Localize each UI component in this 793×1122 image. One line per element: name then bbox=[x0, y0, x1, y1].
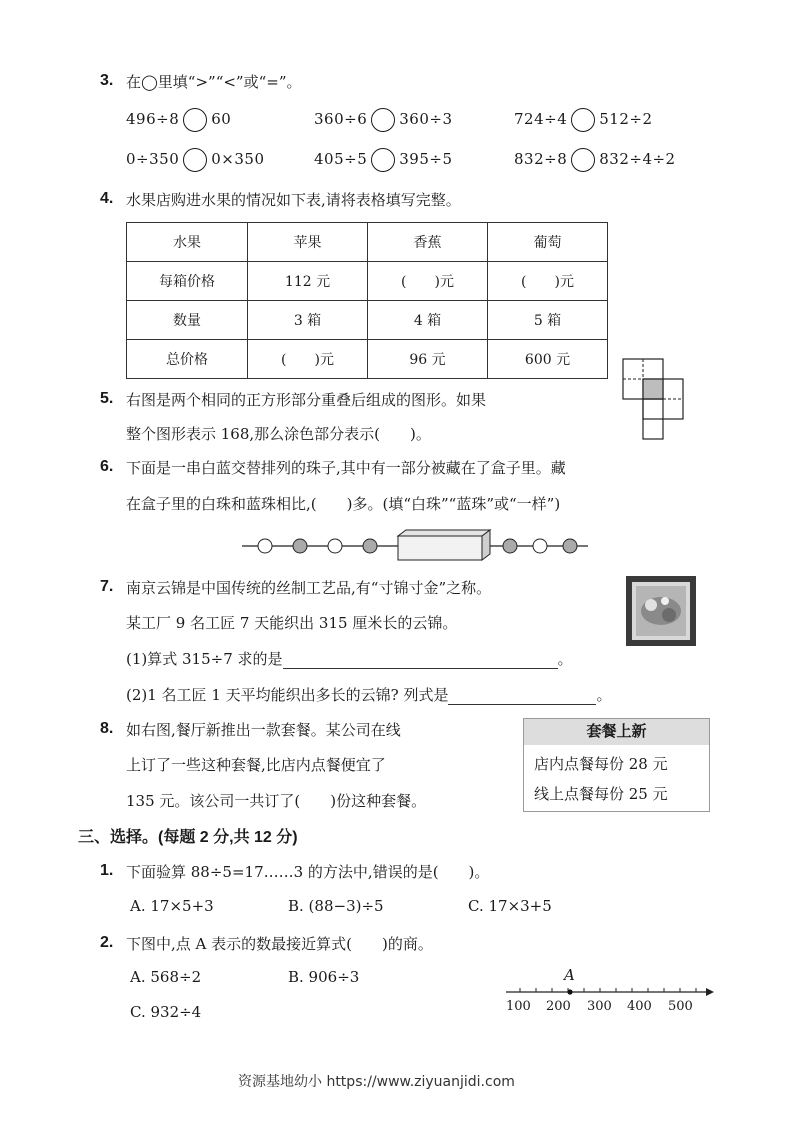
fruit-table bbox=[126, 222, 608, 379]
blue-bead bbox=[363, 539, 377, 553]
q3-left-expr: 724÷4 bbox=[514, 110, 568, 128]
c1-number: 1. bbox=[100, 862, 114, 879]
q4-text: 水果店购进水果的情况如下表,请将表格填写完整。 bbox=[126, 191, 461, 209]
table-cell: 数量 bbox=[127, 301, 248, 340]
option-c[interactable]: C. 17×3+5 bbox=[468, 897, 552, 915]
q6-line2: 在盒子里的白珠和蓝珠相比,( )多。(填“白珠”“蓝珠”或“一样”) bbox=[126, 495, 561, 513]
blue-bead bbox=[503, 539, 517, 553]
footer-watermark: 资源基地幼小 https://www.ziyuanjidi.com bbox=[238, 1074, 515, 1090]
q3-right-expr: 395÷5 bbox=[399, 150, 453, 168]
q5-number: 5. bbox=[100, 390, 114, 407]
q3-right-expr: 832÷4÷2 bbox=[599, 150, 676, 168]
overlapping-squares-figure bbox=[622, 358, 684, 440]
q3-left-expr: 832÷8 bbox=[514, 150, 568, 168]
tick-label: 400 bbox=[627, 999, 652, 1014]
q3-row2-item3 bbox=[514, 148, 676, 172]
q3-title: 在◯里填“>”“<”或“=”。 bbox=[126, 73, 302, 91]
q3-left-expr: 405÷5 bbox=[314, 150, 368, 168]
answer-cell[interactable]: ( )元 bbox=[368, 262, 488, 301]
table-row bbox=[127, 301, 608, 340]
answer-circle[interactable] bbox=[183, 148, 207, 172]
q3-left-expr: 360÷6 bbox=[314, 110, 368, 128]
white-bead bbox=[533, 539, 547, 553]
table-cell: 葡萄 bbox=[488, 223, 608, 262]
q5-line2: 整个图形表示 168,那么涂色部分表示( )。 bbox=[126, 425, 431, 443]
table-cell: 总价格 bbox=[127, 340, 248, 379]
q3-right-expr: 512÷2 bbox=[599, 110, 653, 128]
table-cell: 苹果 bbox=[248, 223, 368, 262]
option-a[interactable]: A. 17×5+3 bbox=[130, 897, 214, 915]
q7-line2: 某工厂 9 名工匠 7 天能织出 315 厘米长的云锦。 bbox=[126, 614, 458, 632]
answer-cell[interactable]: ( )元 bbox=[248, 340, 368, 379]
answer-circle[interactable] bbox=[371, 108, 395, 132]
period: 。 bbox=[557, 650, 573, 668]
blue-bead bbox=[293, 539, 307, 553]
option-c[interactable]: C. 932÷4 bbox=[130, 1003, 202, 1021]
table-row bbox=[127, 223, 608, 262]
q3-number: 3. bbox=[100, 72, 114, 89]
table-cell: 3 箱 bbox=[248, 301, 368, 340]
q3-left-expr: 496÷8 bbox=[126, 110, 180, 128]
period: 。 bbox=[596, 686, 612, 704]
q8-number: 8. bbox=[100, 720, 114, 737]
q7-sub1-text: (1)算式 315÷7 求的是 bbox=[126, 650, 283, 668]
white-bead bbox=[328, 539, 342, 553]
q3-row1-item3 bbox=[514, 108, 653, 132]
q8-line2: 上订了一些这种套餐,比店内点餐便宜了 bbox=[126, 756, 386, 774]
q7-line1: 南京云锦是中国传统的丝制工艺品,有“寸锦寸金”之称。 bbox=[126, 579, 492, 597]
yunjin-brocade-image bbox=[625, 575, 697, 647]
table-row bbox=[127, 262, 608, 301]
table-cell: 4 箱 bbox=[368, 301, 488, 340]
q6-line1: 下面是一串白蓝交替排列的珠子,其中有一部分被藏在了盒子里。藏 bbox=[126, 459, 566, 477]
white-bead bbox=[258, 539, 272, 553]
point-a-label: A bbox=[564, 966, 575, 984]
answer-circle[interactable] bbox=[183, 108, 207, 132]
q3-row1-item1 bbox=[126, 108, 231, 132]
q8-line1: 如右图,餐厅新推出一款套餐。某公司在线 bbox=[126, 721, 401, 739]
answer-blank[interactable] bbox=[448, 686, 596, 705]
q8-line3: 135 元。该公司一共订了( )份这种套餐。 bbox=[126, 792, 427, 810]
q5-line1: 右图是两个相同的正方形部分重叠后组成的图形。如果 bbox=[126, 391, 487, 409]
point-a-dot bbox=[567, 989, 572, 994]
answer-cell[interactable]: ( )元 bbox=[488, 262, 608, 301]
tick-label: 500 bbox=[668, 999, 693, 1014]
c2-number: 2. bbox=[100, 934, 114, 951]
badge-line-instore: 店内点餐每份 28 元 bbox=[534, 755, 668, 773]
tick-label: 200 bbox=[546, 999, 571, 1014]
q3-right-expr: 0×350 bbox=[211, 150, 265, 168]
option-b[interactable]: B. 906÷3 bbox=[288, 968, 360, 986]
q7-sub2 bbox=[126, 684, 611, 705]
set-meal-badge bbox=[523, 718, 710, 812]
q3-right-expr: 60 bbox=[211, 110, 232, 128]
q3-row1-item2 bbox=[314, 108, 453, 132]
q7-sub2-text: (2)1 名工匠 1 天平均能织出多长的云锦? 列式是 bbox=[126, 686, 449, 704]
table-row bbox=[127, 340, 608, 379]
table-cell: 水果 bbox=[127, 223, 248, 262]
c2-text: 下图中,点 A 表示的数最接近算式( )的商。 bbox=[126, 935, 433, 953]
c1-text: 下面验算 88÷5=17……3 的方法中,错误的是( )。 bbox=[126, 863, 490, 881]
table-cell: 每箱价格 bbox=[127, 262, 248, 301]
badge-title: 套餐上新 bbox=[524, 719, 709, 745]
tick-label: 100 bbox=[506, 999, 531, 1014]
q3-right-expr: 360÷3 bbox=[399, 110, 453, 128]
table-cell: 香蕉 bbox=[368, 223, 488, 262]
q3-left-expr: 0÷350 bbox=[126, 150, 180, 168]
q6-number: 6. bbox=[100, 458, 114, 475]
q3-row2-item1 bbox=[126, 148, 265, 172]
q7-sub1 bbox=[126, 648, 573, 669]
table-cell: 600 元 bbox=[488, 340, 608, 379]
answer-circle[interactable] bbox=[571, 148, 595, 172]
shaded-overlap bbox=[643, 379, 663, 399]
answer-blank[interactable] bbox=[283, 650, 558, 669]
q4-number: 4. bbox=[100, 190, 114, 207]
table-cell: 96 元 bbox=[368, 340, 488, 379]
box bbox=[398, 536, 482, 560]
q3-row2-item2 bbox=[314, 148, 453, 172]
badge-line-online: 线上点餐每份 25 元 bbox=[534, 785, 668, 803]
number-line bbox=[502, 964, 714, 1020]
tick-label: 300 bbox=[587, 999, 612, 1014]
answer-circle[interactable] bbox=[571, 108, 595, 132]
bead-string-figure bbox=[240, 528, 590, 564]
q7-number: 7. bbox=[100, 578, 114, 595]
option-b[interactable]: B. (88−3)÷5 bbox=[288, 897, 384, 915]
answer-circle[interactable] bbox=[371, 148, 395, 172]
table-cell: 112 元 bbox=[248, 262, 368, 301]
option-a[interactable]: A. 568÷2 bbox=[130, 968, 202, 986]
section-title: 三、选择。(每题 2 分,共 12 分) bbox=[78, 829, 298, 846]
blue-bead bbox=[563, 539, 577, 553]
table-cell: 5 箱 bbox=[488, 301, 608, 340]
